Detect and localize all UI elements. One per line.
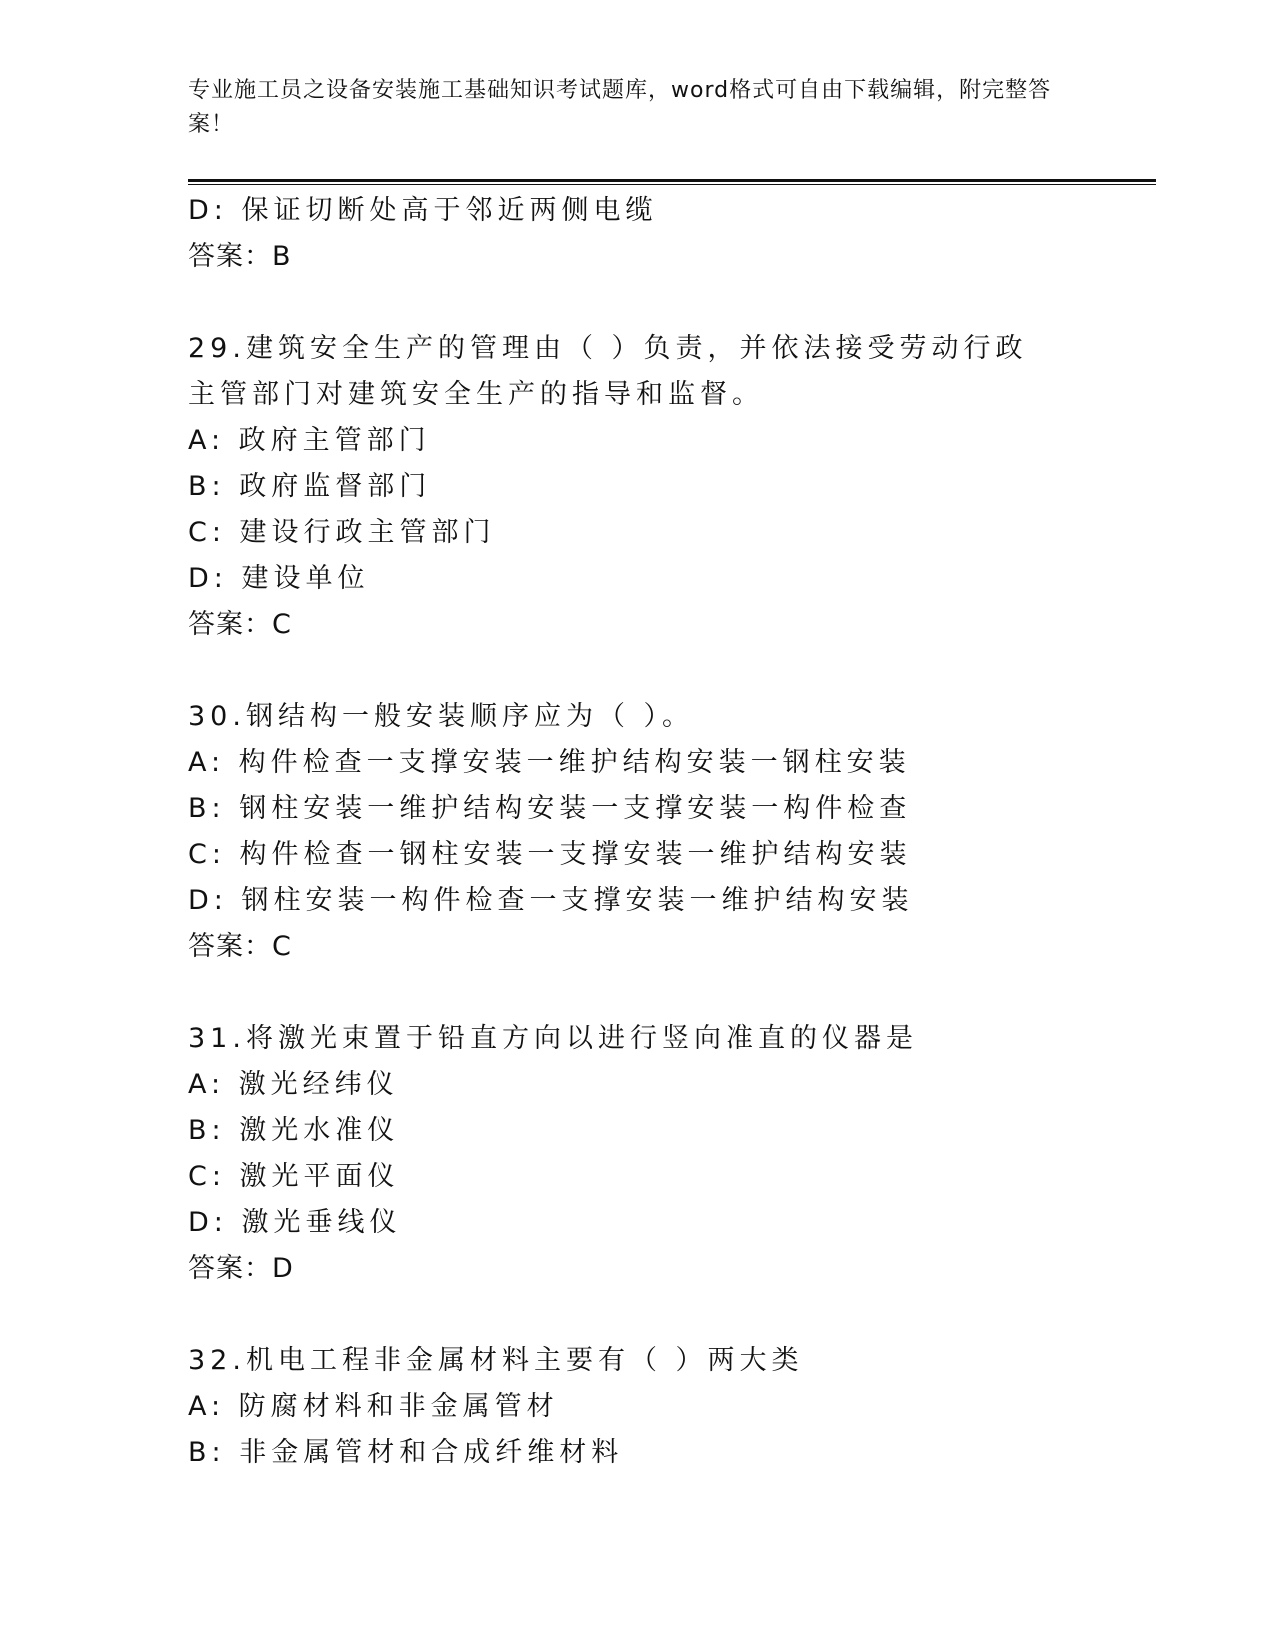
answer: 答案：C bbox=[188, 931, 292, 962]
question-30 bbox=[188, 694, 1088, 970]
header-divider-thick bbox=[188, 179, 1156, 182]
answer: 答案：D bbox=[188, 1253, 294, 1284]
question-stem: 30.钢结构一般安装顺序应为（ ）。 bbox=[188, 701, 695, 732]
question-list bbox=[188, 188, 1088, 1476]
option-a: A: 构件检查一支撑安装一维护结构安装一钢柱安装 bbox=[188, 747, 911, 778]
question-29 bbox=[188, 326, 1088, 648]
spacer bbox=[188, 970, 1088, 1016]
option-c: C: 激光平面仪 bbox=[188, 1161, 400, 1192]
header-divider-thin bbox=[188, 184, 1156, 185]
option-a: A: 激光经纬仪 bbox=[188, 1069, 399, 1100]
option-a: A: 防腐材料和非金属管材 bbox=[188, 1391, 559, 1422]
question-31 bbox=[188, 1016, 1088, 1292]
option-d: D: 激光垂线仪 bbox=[188, 1207, 402, 1238]
option-b: B: 激光水准仪 bbox=[188, 1115, 400, 1146]
question-32 bbox=[188, 1338, 1088, 1476]
question-stem: 32.机电工程非金属材料主要有（ ）两大类 bbox=[188, 1345, 804, 1376]
spacer bbox=[188, 648, 1088, 694]
spacer bbox=[188, 1292, 1088, 1338]
document-header: 专业施工员之设备安装施工基础知识考试题库，word格式可自由下载编辑，附完整答案！ bbox=[188, 78, 1052, 137]
option-b: B: 钢柱安装一维护结构安装一支撑安装一构件检查 bbox=[188, 793, 912, 824]
option-c: C: 构件检查一钢柱安装一支撑安装一维护结构安装 bbox=[188, 839, 912, 870]
question-stem: 31.将激光束置于铅直方向以进行竖向准直的仪器是 bbox=[188, 1023, 918, 1054]
spacer bbox=[188, 280, 1088, 326]
question-stem: 29.建筑安全生产的管理由（ ）负责，并依法接受劳动行政主管部门对建筑安全生产的指导和监督。 bbox=[188, 333, 1028, 410]
option-a: A: 政府主管部门 bbox=[188, 425, 431, 456]
option-b: B: 非金属管材和合成纤维材料 bbox=[188, 1437, 624, 1468]
answer: 答案：B bbox=[188, 241, 292, 272]
option-c: C: 建设行政主管部门 bbox=[188, 517, 496, 548]
option-b: B: 政府监督部门 bbox=[188, 471, 432, 502]
option-d: D: 钢柱安装一构件检查一支撑安装一维护结构安装 bbox=[188, 885, 914, 916]
option-d: D: 保证切断处高于邻近两侧电缆 bbox=[188, 195, 658, 226]
option-d: D: 建设单位 bbox=[188, 563, 370, 594]
answer: 答案：C bbox=[188, 609, 292, 640]
